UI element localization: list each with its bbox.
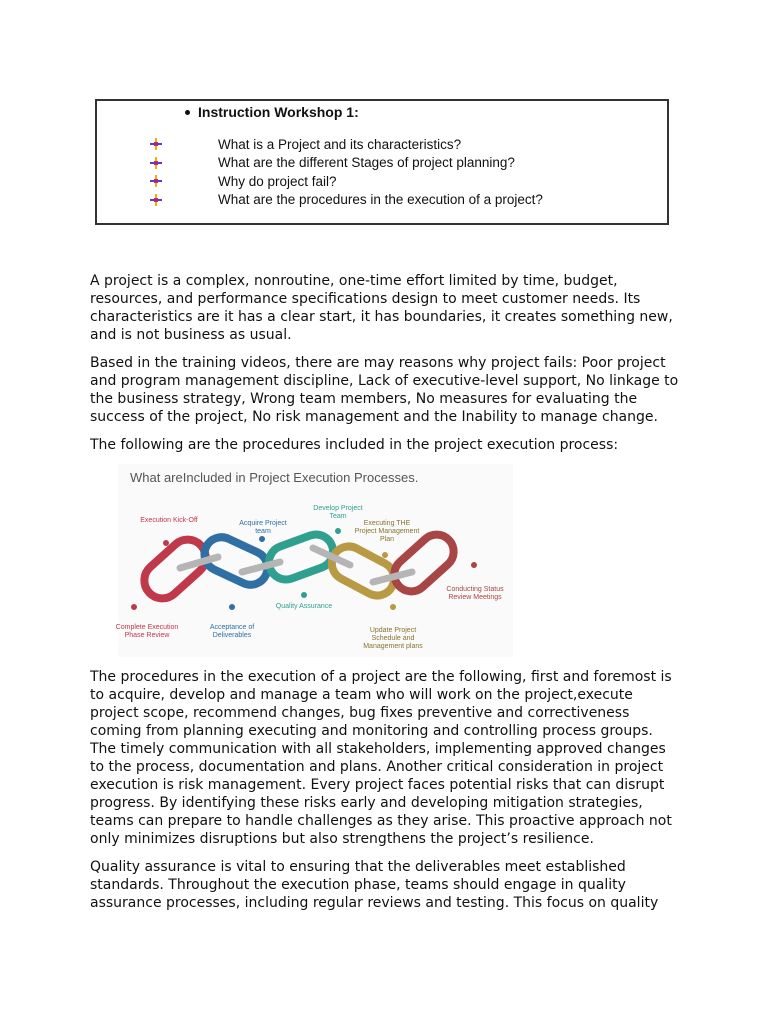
execution-process-figure — [115, 464, 513, 657]
label-quality: Quality Assurance — [275, 603, 333, 610]
marker-dot — [259, 536, 265, 542]
colored-plus-icon — [149, 137, 163, 151]
instruction-item-text: What is a Project and its characteristics? — [218, 136, 462, 152]
instruction-item — [149, 135, 543, 154]
instruction-item — [149, 191, 543, 210]
instruction-item — [149, 154, 543, 173]
label-kickoff: Execution Kick-Off — [140, 517, 198, 524]
label-acceptance: Acceptance of Deliverables — [209, 624, 255, 639]
instruction-item-text: What are the procedures in the execution of a project? — [218, 192, 543, 208]
paragraph-project-failure: Based in the training videos, there are may reasons why project fails: Poor project and program management discipline, Lack of executive-level support, No linkage to the business strategy, Wrong team members, No measures for evaluating the success of the project, No risk management and the Inability to manage change. — [90, 355, 679, 425]
label-update-schedule: Update Project Schedule and Management plans — [363, 627, 423, 650]
paragraph-execution-procedures: The procedures in the execution of a project are the following, first and foremost is to acquire, develop and manage a team who will work on the project,execute project scope, recommend changes, bug fixes preventive and correctiveness coming from planning executing and monitoring and controlling process groups. The timely communication with all stakeholders, implementing approved changes to the process, documentation and plans. Another critical consideration in project execution is risk management. Every project faces potential risks that can disrupt progress. By identifying these risks early and developing mitigation strategies, teams can prepare to handle challenges as they arise. This proactive approach not only minimizes disruptions but also strengthens the project’s resilience. — [90, 669, 672, 847]
marker-dot — [163, 540, 169, 546]
label-acquire-team: Acquire Project team — [239, 520, 287, 535]
marker-dot — [335, 528, 341, 534]
marker-dot — [131, 604, 137, 610]
marker-dot — [471, 562, 477, 568]
paragraph-quality-assurance: Quality assurance is vital to ensuring that the deliverables meet established standards. Throughout the execution phase, teams should engage in quality assurance processes, including regular reviews and testing. This focus on quality — [90, 859, 659, 911]
label-complete-phase: Complete Execution Phase Review — [115, 624, 179, 639]
marker-dot — [390, 604, 396, 610]
colored-plus-icon — [149, 193, 163, 207]
label-status-review: Conducting Status Review Meetings — [446, 586, 504, 601]
chain-connector — [373, 572, 412, 582]
marker-dot — [229, 604, 235, 610]
instruction-box — [95, 99, 669, 225]
chain-link-red — [137, 532, 213, 606]
marker-dot — [301, 592, 307, 598]
label-develop-team: Develop Project Team — [313, 505, 363, 520]
bullet-icon — [185, 110, 190, 115]
paragraph-execution-intro: The following are the procedures included in the project execution process: — [90, 437, 619, 453]
label-execute-plan: Executing THE Project Management Plan — [354, 520, 420, 543]
marker-dot — [382, 552, 388, 558]
colored-plus-icon — [149, 156, 163, 170]
figure-title: What areIncluded in Project Execution Processes. — [130, 470, 419, 485]
instruction-list — [149, 135, 543, 209]
instruction-item-text: Why do project fail? — [218, 173, 337, 189]
instruction-title — [185, 104, 359, 120]
instruction-title-text: Instruction Workshop 1: — [198, 104, 359, 120]
chain-link-gold — [326, 540, 400, 601]
colored-plus-icon — [149, 174, 163, 188]
instruction-item — [149, 172, 543, 191]
paragraph-project-definition: A project is a complex, nonroutine, one-time effort limited by time, budget, resources, and performance specifications design to meet customer needs. Its characteristics are it has a clear start, it has boundaries, it creates something new, and is not business as usual. — [90, 273, 673, 343]
instruction-item-text: What are the different Stages of project planning? — [218, 155, 515, 171]
